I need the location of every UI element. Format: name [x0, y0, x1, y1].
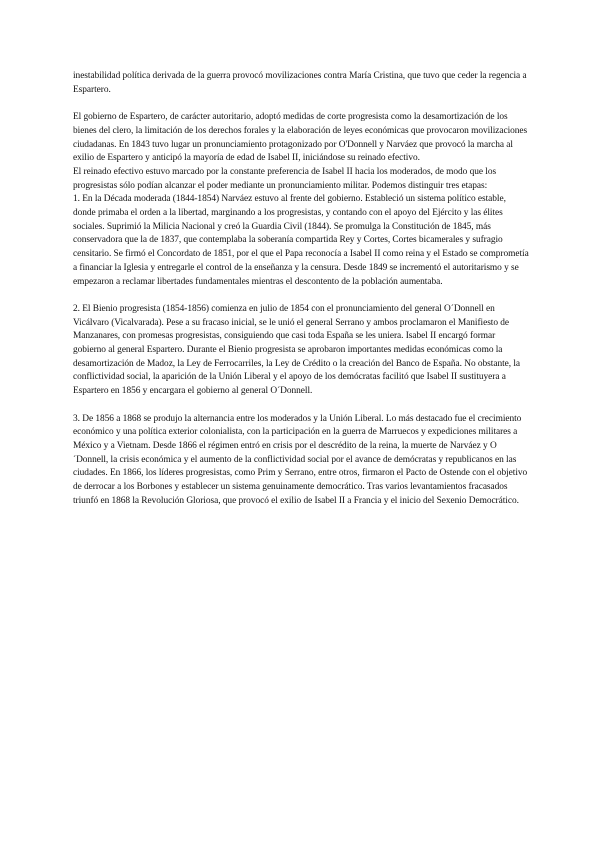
document-body: [73, 70, 529, 508]
paragraph-progressive-biennium: 2. El Bienio progresista (1854-1856) comienza en julio de 1854 con el pronunciamiento del general O´Donnell en Vicálvaro (Vicalvarada). Pese a su fracaso inicial, se le unió el general Serrano y ambos proclamaron el Manifiesto de Manzanares, con promesas progresistas, consiguiendo que casi toda España se les uniera. Isabel II encargó formar gobierno al general Espartero. Durante el Bienio progresista se aprobaron importantes medidas económicas como la desamortización de Madoz, la Ley de Ferrocarriles, la Ley de Crédito o la creación del Banco de España. No obstante, la conflictividad social, la aparición de la Unión Liberal y el apoyo de los demócratas facilitó que Isabel II sustituyera a Espartero en 1856 y encargara el gobierno al general O´Donnell.: [73, 303, 520, 397]
paragraph-gap: [73, 289, 529, 303]
paragraph-alternation-period: 3. De 1856 a 1868 se produjo la alternancia entre los moderados y la Unión Liberal. Lo más destacado fue el crecimiento económico y una política exterior colonialista, con la participación en la guerra de Marruecos y expediciones militares a México y a Vietnam. Desde 1866 el régimen entró en crisis por el descrédito de la reina, la muerte de Narváez y O´Donnell, la crisis económica y el aumento de la conflictividad social por el avance de demócratas y republicanos en las ciudades. En 1866, los líderes progresistas, como Prim y Serrano, entre otros, firmaron el Pacto de Ostende con el objetivo de derrocar a los Borbones y establecer un sistema genuinamente democrático. Tras varios levantamientos fracasados triunfó en 1868 la Revolución Gloriosa, que provocó el exilio de Isabel II a Francia y el inicio del Sexenio Democrático.: [73, 413, 528, 506]
paragraph-moderate-decade: 1. En la Década moderada (1844-1854) Narváez estuvo al frente del gobierno. Estableció un sistema político estable, donde primaba el orden a la libertad, marginando a los progresistas, y contando con el apoyo del Ejército y las élites sociales. Suprimió la Milicia Nacional y creó la Guardia Civil (1844). Se promulga la Constitución de 1845, más conservadora que la de 1837, que contemplaba la soberanía compartida Rey y Cortes, Cortes bicamerales y sufragio censitario. Se firmó el Concordato de 1851, por el que el Papa reconocía a Isabel II como reina y el Estado se comprometía a financiar la Iglesia y entregarle el control de la enseñanza y la censura. Desde 1849 se incrementó el autoritarismo y se empezaron a reclamar libertades fundamentales mientras el descontento de la población aumentaba.: [73, 194, 529, 287]
paragraph-espartero-government: El gobierno de Espartero, de carácter autoritario, adoptó medidas de corte progresista como la desamortización de los bienes del clero, la limitación de los derechos forales y la elaboración de leyes económicas que provocaron movilizaciones ciudadanas. En 1843 tuvo lugar un pronunciamiento protagonizado por O'Donnell y Narváez que provocó la marcha al exilio de Espartero y anticipó la mayoría de edad de Isabel II, iniciándose su reinado efectivo.: [73, 112, 528, 164]
paragraph-gap: [73, 399, 529, 413]
paragraph-regency-transition: inestabilidad política derivada de la guerra provocó movilizaciones contra María Cristina, que tuvo que ceder la regencia a Espartero.: [73, 71, 527, 95]
paragraph-gap: [73, 97, 529, 111]
paragraph-effective-reign: El reinado efectivo estuvo marcado por la constante preferencia de Isabel II hacia los moderados, de modo que los progresistas sólo podían alcanzar el poder mediante un pronunciamiento militar. Podemos distinguir tres etapas:: [73, 166, 497, 191]
